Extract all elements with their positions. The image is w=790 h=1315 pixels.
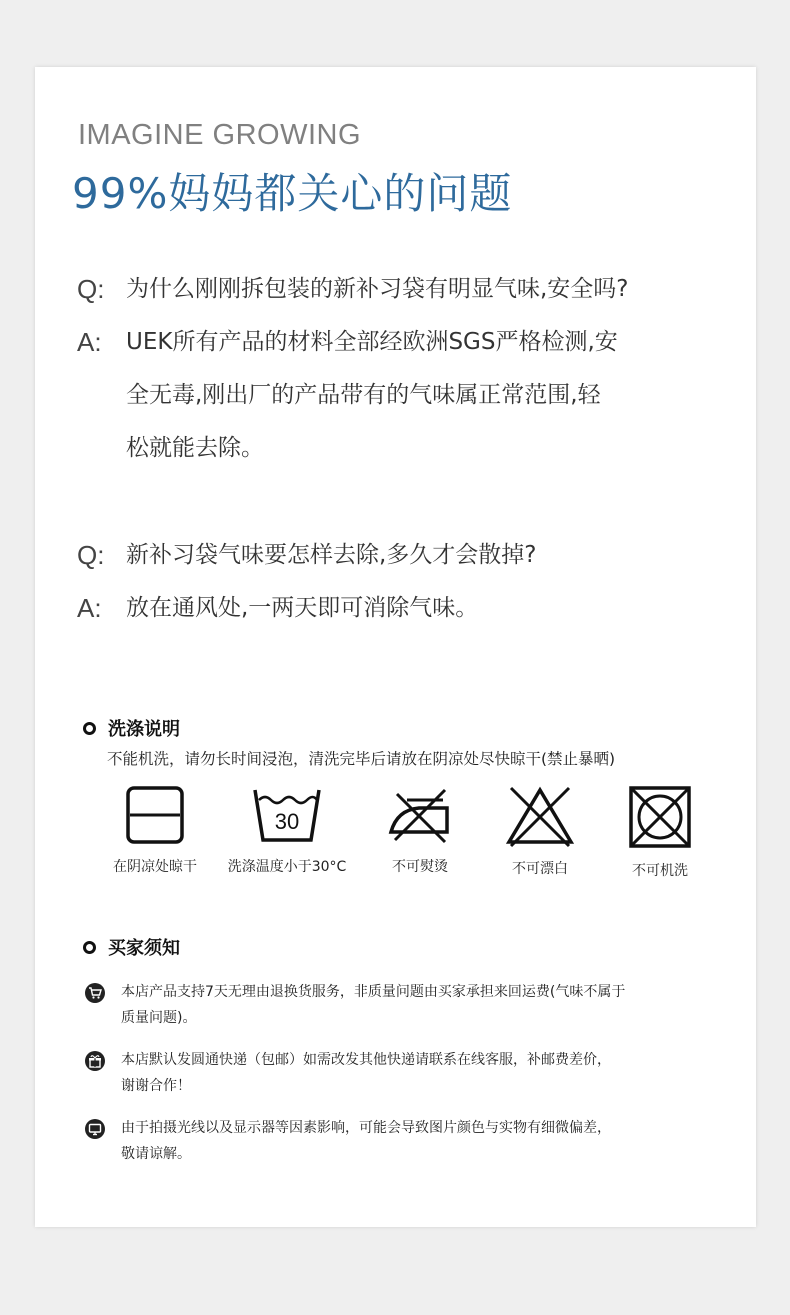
cart-icon [85,983,105,1003]
note-item [83,979,723,1031]
qa-block-1 [77,263,629,475]
washing-heading [83,715,180,741]
wash-temp-number: 30 [274,809,300,834]
symbol-caption: 不可熨烫 [392,859,448,875]
note-line: 由于拍摄光线以及显示器等因素影响，可能会导致图片颜色与实物有细微偏差， [121,1120,611,1136]
question-text: 新补习袋气味要怎样去除,多久才会散掉? [126,542,537,568]
buyer-notes [83,979,723,1183]
bullet-ring-icon [83,941,96,954]
note-line: 质量问题)。 [121,1010,197,1026]
answer-row [77,582,537,635]
symbol-caption: 不可漂白 [512,861,568,877]
a-tag: A: [77,327,102,357]
content-card [35,67,756,1227]
note-line: 本店默认发圆通快递（包邮）如需改发其他快递请联系在线客服，补邮费差价， [121,1052,611,1068]
line-dry-shade-icon [124,784,186,846]
care-symbols [95,784,715,894]
eyebrow-text: IMAGINE GROWING [78,119,361,151]
symbol-caption: 不可机洗 [632,863,688,879]
answer-line: UEK所有产品的材料全部经欧洲SGS严格检测,安 [126,329,618,355]
washing-heading-text: 洗涤说明 [108,719,180,740]
no-machine-wash-icon [627,784,693,850]
gift-icon [85,1051,105,1071]
care-symbol [95,784,215,876]
note-item [83,1047,723,1099]
qa-block-2 [77,529,537,635]
buyer-heading [83,934,180,960]
washing-description: 不能机洗，请勿长时间浸泡，清洗完毕后请放在阴凉处尽快晾干(禁止暴晒) [107,750,616,768]
question-text: 为什么刚刚拆包装的新补习袋有明显气味,安全吗? [126,276,629,302]
question-row [77,529,537,582]
no-bleach-icon [505,784,575,848]
wash-30-icon [251,784,323,846]
answer-line: 松就能去除。 [126,435,264,461]
care-symbol [485,784,595,878]
page-title: 99%妈妈都关心的问题 [72,169,513,218]
q-tag: Q: [77,540,105,570]
q-tag: Q: [77,274,105,304]
care-symbol [365,784,475,876]
note-line: 谢谢合作！ [121,1078,191,1094]
bullet-ring-icon [83,722,96,735]
buyer-heading-text: 买家须知 [108,938,180,959]
note-line: 本店产品支持7天无理由退换货服务，非质量问题由买家承担来回运费(气味不属于 [121,984,626,1000]
no-iron-icon [387,784,453,846]
symbol-caption: 洗涤温度小于30°C [227,859,347,875]
a-tag: A: [77,593,102,623]
care-symbol [213,784,361,876]
care-symbol [605,784,715,880]
note-line: 敬请谅解。 [121,1146,191,1162]
answer-line: 放在通风处,一两天即可消除气味。 [126,595,479,621]
question-row [77,263,629,316]
symbol-caption: 在阴凉处晾干 [113,859,197,875]
answer-row [77,316,629,475]
note-item [83,1115,723,1167]
answer-line: 全无毒,刚出厂的产品带有的气味属正常范围,轻 [126,382,601,408]
monitor-icon [85,1119,105,1139]
